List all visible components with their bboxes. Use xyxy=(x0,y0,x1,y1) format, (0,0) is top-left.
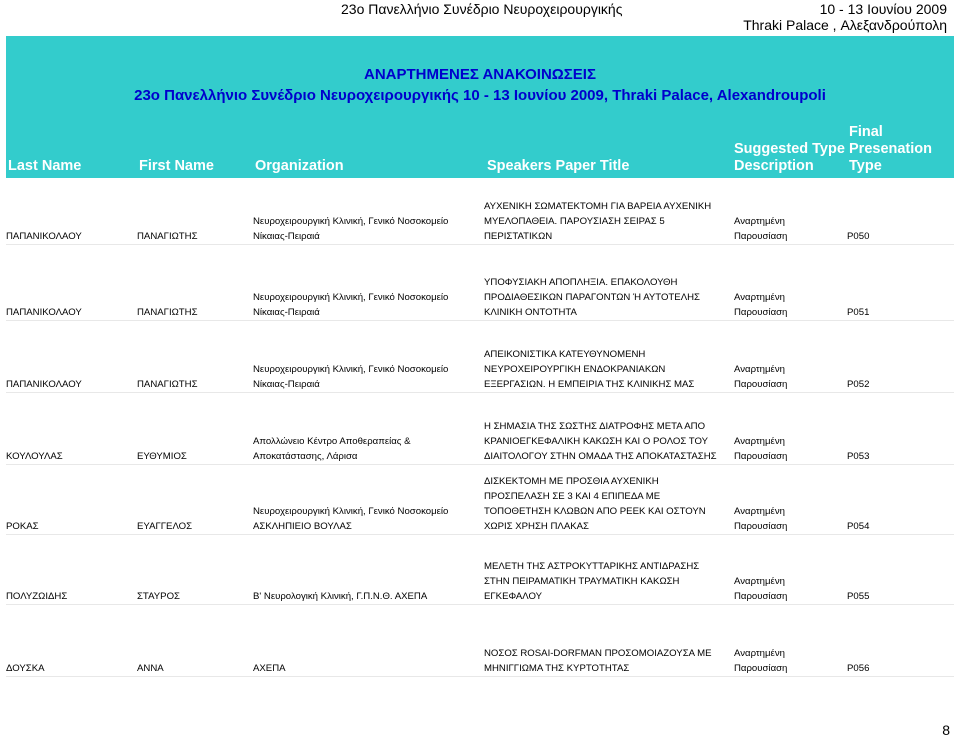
banner-title-line2: 23ο Πανελλήνιο Συνέδριο Νευροχειρουργικής 10 - 13 Ιουνίου 2009, Thraki Palace, Alexandroupoli xyxy=(134,87,826,104)
col-suggested-type xyxy=(734,141,845,175)
cell-suggested-type-line: Παρουσίαση xyxy=(734,591,788,602)
col-last-name: Last Name xyxy=(8,158,82,174)
cell-suggested-type-line: Παρουσίαση xyxy=(734,521,788,532)
cell-organization xyxy=(253,661,483,676)
cell-paper-title-line: ΠΡΟΣΠΕΛΑΣΗ ΣΕ 3 ΚΑΙ 4 ΕΠΙΠΕΔΑ ΜΕ xyxy=(484,491,661,502)
cell-final-type: P051 xyxy=(847,307,870,318)
cell-paper-title-line: ΣΤΗΝ ΠΕΙΡΑΜΑΤΙΚΗ ΤΡΑΥΜΑΤΙΚΗ ΚΑΚΩΣΗ xyxy=(484,576,680,587)
cell-final-type: P056 xyxy=(847,663,870,674)
cell-last-name: ΠΑΠΑΝΙΚΟΛΑΟΥ xyxy=(6,379,82,390)
col-paper-title: Speakers Paper Title xyxy=(487,158,630,174)
conference-name: 23ο Πανελλήνιο Συνέδριο Νευροχειρουργικής xyxy=(341,1,623,17)
cell-paper-title xyxy=(484,275,733,320)
cell-paper-title-line: ΥΠΟΦΥΣΙΑΚΗ ΑΠΟΠΛΗΞΙΑ. ΕΠΑΚΟΛΟΥΘΗ xyxy=(484,277,678,288)
cell-suggested-type xyxy=(734,434,846,464)
cell-paper-title xyxy=(484,419,733,464)
cell-last-name: ΠΑΠΑΝΙΚΟΛΑΟΥ xyxy=(6,307,82,318)
page-header xyxy=(0,0,960,36)
cell-organization-line: Νευροχειρουργική Κλινική, Γενικό Νοσοκομείο xyxy=(253,506,449,517)
cell-final-type: P055 xyxy=(847,591,870,602)
cell-last-name: ΔΟΥΣΚΑ xyxy=(6,663,45,674)
cell-paper-title xyxy=(484,347,733,392)
banner-title xyxy=(6,64,954,106)
cell-first-name: ΕΥΘΥΜΙΟΣ xyxy=(137,451,187,462)
cell-organization xyxy=(253,504,483,534)
conference-dates-venue xyxy=(743,1,947,33)
cell-paper-title-line: ΚΛΙΝΙΚΗ ΟΝΤΟΤΗΤΑ xyxy=(484,307,577,318)
cell-paper-title-line: ΑΥΧΕΝΙΚΗ ΣΩΜΑΤΕΚΤΟΜΗ ΓΙΑ ΒΑΡΕΙΑ ΑΥΧΕΝΙΚΗ xyxy=(484,201,712,212)
cell-suggested-type-line: Παρουσίαση xyxy=(734,379,788,390)
cell-paper-title-line: ΕΓΚΕΦΑΛΟΥ xyxy=(484,591,543,602)
cell-organization-line: Νευροχειρουργική Κλινική, Γενικό Νοσοκομείο xyxy=(253,364,449,375)
cell-paper-title-line: ΚΡΑΝΙΟΕΓΚΕΦΑΛΙΚΗ ΚΑΚΩΣΗ ΚΑΙ Ο ΡΟΛΟΣ ΤΟΥ xyxy=(484,436,709,447)
cell-suggested-type xyxy=(734,574,846,604)
cell-organization-line: Β' Νευρολογική Κλινική, Γ.Π.Ν.Θ. ΑΧΕΠΑ xyxy=(253,591,428,602)
cell-suggested-type-line: Αναρτημένη xyxy=(734,506,785,517)
cell-suggested-type-line: Παρουσίαση xyxy=(734,451,788,462)
cell-paper-title-line: ΔΙΑΙΤΟΛΟΓΟΥ ΣΤΗΝ ΟΜΑΔΑ ΤΗΣ ΑΠΟΚΑΤΑΣΤΑΣΗΣ xyxy=(484,451,717,462)
cell-organization xyxy=(253,362,483,392)
cell-first-name: ΕΥΑΓΓΕΛΟΣ xyxy=(137,521,193,532)
cell-first-name: ΠΑΝΑΓΙΩΤΗΣ xyxy=(137,379,198,390)
cell-suggested-type-line: Αναρτημένη xyxy=(734,648,785,659)
col-organization: Organization xyxy=(255,158,344,174)
cell-paper-title-line: ΔΙΣΚΕΚΤΟΜΗ ΜΕ ΠΡΟΣΘΙΑ ΑΥΧΕΝΙΚΗ xyxy=(484,476,659,487)
cell-paper-title-line: ΑΠΕΙΚΟΝΙΣΤΙΚΑ ΚΑΤΕΥΘΥΝΟΜΕΝΗ xyxy=(484,349,646,360)
conference-venue: Thraki Palace , Αλεξανδρούπολη xyxy=(743,17,947,33)
cell-organization xyxy=(253,434,483,464)
cell-last-name: ΠΟΛΥΖΩΙΔΗΣ xyxy=(6,591,68,602)
cell-paper-title-line: ΠΡΟΔΙΑΘΕΣΙΚΩΝ ΠΑΡΑΓΟΝΤΩΝ Ή ΑΥΤΟΤΕΛΗΣ xyxy=(484,292,700,303)
cell-suggested-type xyxy=(734,290,846,320)
cell-suggested-type-line: Αναρτημένη xyxy=(734,436,785,447)
cell-suggested-type-line: Παρουσίαση xyxy=(734,663,788,674)
cell-final-type: P052 xyxy=(847,379,870,390)
cell-paper-title-line: ΠΕΡΙΣΤΑΤΙΚΩΝ xyxy=(484,231,553,242)
cell-paper-title-line: ΤΟΠΟΘΕΤΗΣΗ ΚΛΩΒΩΝ ΑΠΟ PEEK ΚΑΙ ΟΣΤΟΥΝ xyxy=(484,506,706,517)
col-final-line1: Final xyxy=(849,124,883,140)
col-final-type xyxy=(849,124,932,175)
table-row xyxy=(6,392,954,465)
cell-final-type: P054 xyxy=(847,521,870,532)
cell-organization-line: Νίκαιας-Πειραιά xyxy=(253,231,320,242)
cell-last-name: ΡΟΚΑΣ xyxy=(6,521,39,532)
cell-first-name: ΣΤΑΥΡΟΣ xyxy=(137,591,180,602)
table-row xyxy=(6,320,954,393)
cell-suggested-type-line: Αναρτημένη xyxy=(734,292,785,303)
cell-paper-title xyxy=(484,199,733,244)
cell-suggested-type-line: Παρουσίαση xyxy=(734,231,788,242)
cell-suggested-type xyxy=(734,362,846,392)
cell-organization-line: Νευροχειρουργική Κλινική, Γενικό Νοσοκομείο xyxy=(253,216,449,227)
cell-final-type: P050 xyxy=(847,231,870,242)
cell-organization xyxy=(253,589,483,604)
cell-organization xyxy=(253,214,483,244)
cell-first-name: ΠΑΝΑΓΙΩΤΗΣ xyxy=(137,231,198,242)
cell-suggested-type xyxy=(734,504,846,534)
conference-dates: 10 - 13 Ιουνίου 2009 xyxy=(819,1,947,17)
table-row xyxy=(6,534,954,605)
table-row xyxy=(6,464,954,535)
col-first-name: First Name xyxy=(139,158,214,174)
cell-paper-title-line: ΜΗΝΙΓΓΙΩΜΑ ΤΗΣ ΚΥΡΤΟΤΗΤΑΣ xyxy=(484,663,630,674)
cell-first-name: ΠΑΝΑΓΙΩΤΗΣ xyxy=(137,307,198,318)
cell-paper-title-line: ΜΥΕΛΟΠΑΘΕΙΑ. ΠΑΡΟΥΣΙΑΣΗ ΣΕΙΡΑΣ 5 xyxy=(484,216,665,227)
cell-paper-title-line: ΝΟΣΟΣ ROSAI-DORFMAN ΠΡΟΣΟΜΟΙΑΖΟΥΣΑ ΜΕ xyxy=(484,648,712,659)
table-row xyxy=(6,604,954,677)
col-suggested-type-line2: Description xyxy=(734,158,814,174)
cell-paper-title-line: ΝΕΥΡΟΧΕΙΡΟΥΡΓΙΚΗ ΕΝΔΟΚΡΑΝΙΑΚΩΝ xyxy=(484,364,666,375)
cell-last-name: ΠΑΠΑΝΙΚΟΛΑΟΥ xyxy=(6,231,82,242)
cell-paper-title xyxy=(484,474,733,534)
cell-suggested-type-line: Αναρτημένη xyxy=(734,216,785,227)
cell-paper-title xyxy=(484,559,733,604)
cell-paper-title-line: ΕΞΕΡΓΑΣΙΩΝ. Η ΕΜΠΕΙΡΙΑ ΤΗΣ ΚΛΙΝΙΚΗΣ ΜΑΣ xyxy=(484,379,695,390)
cell-paper-title xyxy=(484,646,733,676)
cell-final-type: P053 xyxy=(847,451,870,462)
cell-organization-line: Αποκατάστασης, Λάρισα xyxy=(253,451,358,462)
cell-suggested-type xyxy=(734,646,846,676)
cell-paper-title-line: Η ΣΗΜΑΣΙΑ ΤΗΣ ΣΩΣΤΗΣ ΔΙΑΤΡΟΦΗΣ ΜΕΤΑ ΑΠΟ xyxy=(484,421,706,432)
cell-organization-line: ΑΧΕΠΑ xyxy=(253,663,286,674)
page-number: 8 xyxy=(942,722,950,738)
col-suggested-type-line1: Suggested Type xyxy=(734,141,845,157)
cell-first-name: ΑΝΝΑ xyxy=(137,663,164,674)
col-final-line3: Type xyxy=(849,158,882,174)
banner-title-line1: ΑΝΑΡΤΗΜΕΝΕΣ ΑΝΑΚΟΙΝΩΣΕΙΣ xyxy=(364,66,596,83)
cell-suggested-type xyxy=(734,214,846,244)
cell-organization-line: Νίκαιας-Πειραιά xyxy=(253,379,320,390)
cell-organization-line: ΑΣΚΛΗΠΙΕΙΟ ΒΟΥΛΑΣ xyxy=(253,521,352,532)
table-row xyxy=(6,178,954,245)
cell-suggested-type-line: Παρουσίαση xyxy=(734,307,788,318)
table-row xyxy=(6,248,954,321)
cell-last-name: ΚΟΥΛΟΥΛΑΣ xyxy=(6,451,63,462)
cell-suggested-type-line: Αναρτημένη xyxy=(734,364,785,375)
cell-paper-title-line: ΜΕΛΕΤΗ ΤΗΣ ΑΣΤΡΟΚΥΤΤΑΡΙΚΗΣ ΑΝΤΙΔΡΑΣΗΣ xyxy=(484,561,700,572)
cell-organization xyxy=(253,290,483,320)
cell-organization-line: Νευροχειρουργική Κλινική, Γενικό Νοσοκομείο xyxy=(253,292,449,303)
cell-suggested-type-line: Αναρτημένη xyxy=(734,576,785,587)
cell-organization-line: Απολλώνειο Κέντρο Αποθεραπείας & xyxy=(253,436,411,447)
cell-paper-title-line: ΧΩΡΙΣ ΧΡΗΣΗ ΠΛΑΚΑΣ xyxy=(484,521,589,532)
table-header-banner xyxy=(6,36,954,178)
cell-organization-line: Νίκαιας-Πειραιά xyxy=(253,307,320,318)
col-final-line2: Presenation xyxy=(849,141,932,157)
